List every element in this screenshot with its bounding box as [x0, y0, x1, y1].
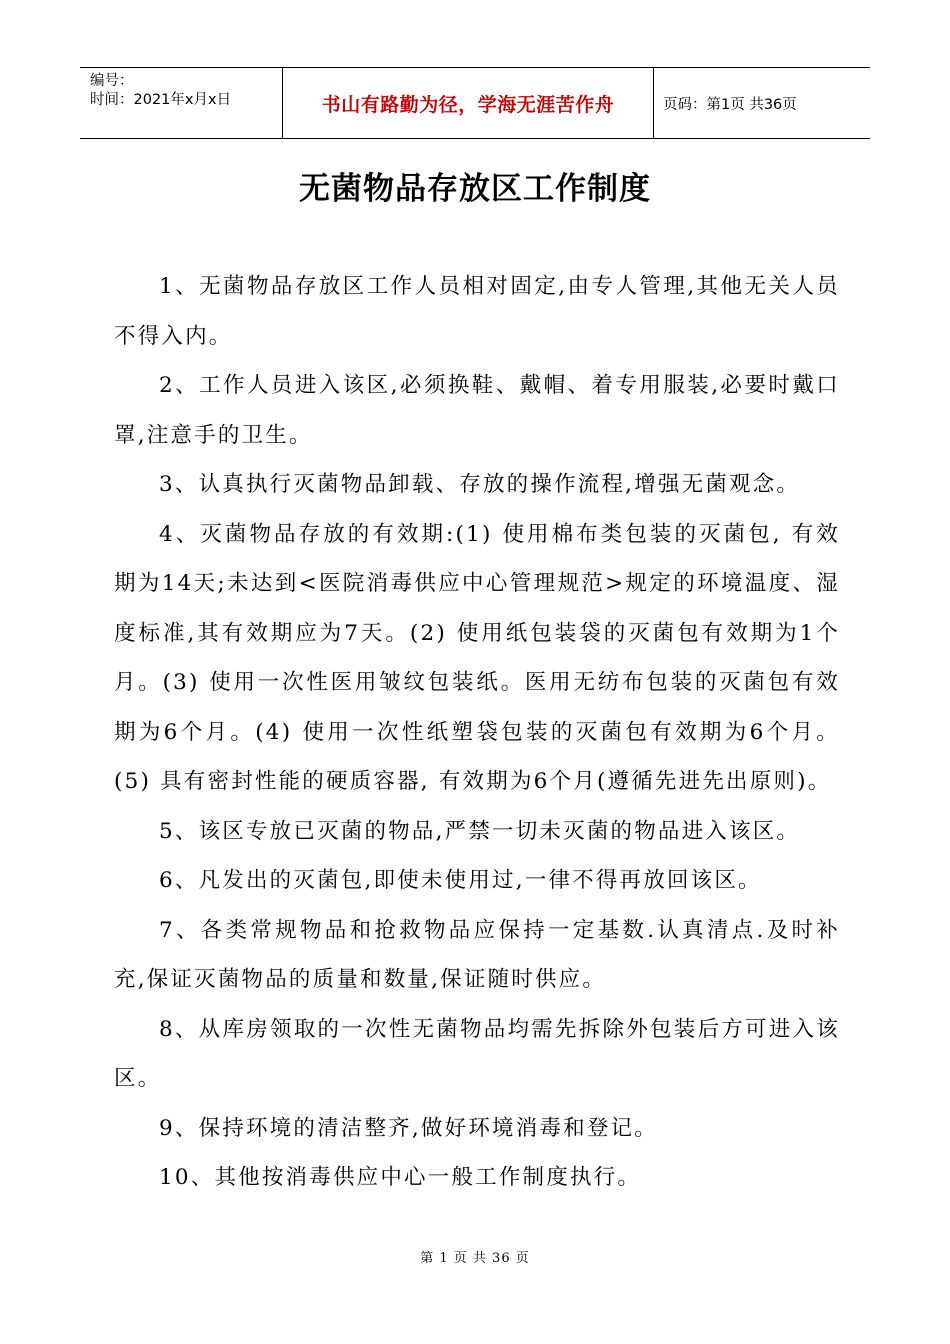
paragraph-8: 8、从库房领取的一次性无菌物品均需先拆除外包装后方可进入该区。 [114, 1016, 840, 1091]
document-header [80, 67, 870, 139]
document-number-label: 编号： [90, 73, 134, 89]
header-page-cell [654, 68, 870, 138]
paragraph-5: 5、该区专放已灭菌的物品,严禁一切未灭菌的物品进入该区。 [159, 818, 801, 844]
header-page-info: 页码：第1页 共36页 [663, 96, 797, 113]
paragraph-7: 7、各类常规物品和抢救物品应保持一定基数.认真清点.及时补充,保证灭菌物品的质量和数量,保证随时供应。 [114, 917, 840, 992]
document-title: 无菌物品存放区工作制度 [299, 171, 651, 207]
paragraph-2: 2、工作人员进入该区,必须换鞋、戴帽、着专用服装,必要时戴口罩,注意手的卫生。 [114, 373, 840, 448]
header-meta-cell [80, 68, 282, 138]
page-footer: 第 1 页 共 36 页 [420, 1251, 530, 1266]
paragraph-1: 1、无菌物品存放区工作人员相对固定,由专人管理,其他无关人员不得入内。 [114, 274, 840, 349]
paragraph-6: 6、凡发出的灭菌包,即使未使用过,一律不得再放回该区。 [159, 868, 762, 893]
paragraph-3: 3、认真执行灭菌物品卸载、存放的操作流程,增强无菌观念。 [159, 472, 801, 497]
header-motto: 书山有路勤为径，学海无涯苦作舟 [321, 93, 615, 116]
document-body [114, 262, 840, 1203]
header-motto-cell [282, 68, 654, 138]
paragraph-9: 9、保持环境的清洁整齐,做好环境消毒和登记。 [159, 1115, 658, 1141]
document-date: 时间：2021年x月x日 [90, 92, 232, 108]
paragraph-10: 10、其他按消毒供应中心一般工作制度执行。 [159, 1165, 642, 1190]
paragraph-4: 4、灭菌物品存放的有效期:(1) 使用棉布类包装的灭菌包, 有效期为14天;未达到<医院消毒供应中心管理规范>规定的环境温度、湿度标准,其有效期应为7天。(2) 使用纸包装袋的灭菌包有效期为1个月。(3) 使用一次性医用皱纹包装纸。医用无纺布包装的灭菌包有效期为6个月。(4) 使用一次性纸塑袋包装的灭菌包有效期为6个月。(5) 具有密封性能的硬质容器, 有效期为6个月(遵循先进先出原则)。 [114, 521, 840, 794]
